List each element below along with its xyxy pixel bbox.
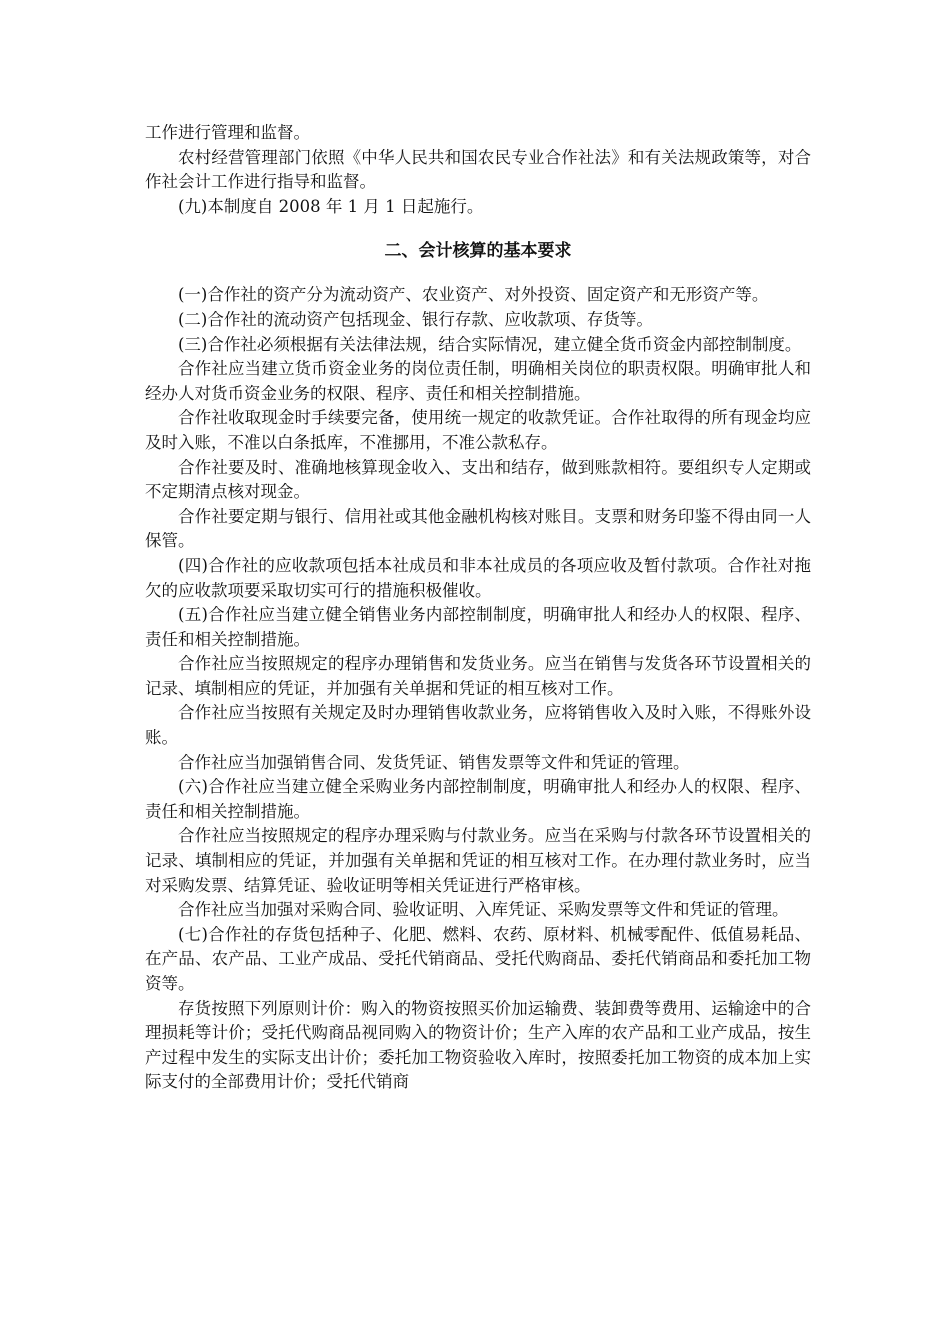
- paragraph: 合作社要及时、准确地核算现金收入、支出和结存，做到账款相符。要组织专人定期或不定期清点核对现金。: [145, 457, 811, 502]
- paragraph: (二)合作社的流动资产包括现金、银行存款、应收款项、存货等。: [178, 309, 653, 329]
- paragraph: 合作社应当加强销售合同、发货凭证、销售发票等文件和凭证的管理。: [178, 752, 690, 772]
- paragraph: (九)本制度自 2008 年 1 月 1 日起施行。: [178, 196, 484, 216]
- paragraph: (七)合作社的存货包括种子、化肥、燃料、农药、原材料、机械零配件、低值易耗品、在产品、农产品、工业产成品、受托代销商品、受托代购商品、委托代销商品和委托加工物资等。: [145, 924, 811, 993]
- paragraph: 合作社应当按照规定的程序办理采购与付款业务。应当在采购与付款各环节设置相关的记录、填制相应的凭证，并加强有关单据和凭证的相互核对工作。在办理付款业务时，应当对采购发票、结算凭证、验收证明等相关凭证进行严格审核。: [145, 826, 811, 895]
- document-page: [145, 121, 811, 1095]
- paragraph: 合作社应当建立货币资金业务的岗位责任制，明确相关岗位的职责权限。明确审批人和经办人对货币资金业务的权限、程序、责任和相关控制措施。: [145, 359, 811, 403]
- paragraph: (三)合作社必须根据有关法律法规，结合实际情况，建立健全货币资金内部控制制度。: [178, 334, 802, 354]
- paragraph: (一)合作社的资产分为流动资产、农业资产、对外投资、固定资产和无形资产等。: [178, 285, 769, 305]
- paragraph: 存货按照下列原则计价：购入的物资按照买价加运输费、装卸费等费用、运输途中的合理损耗等计价；受托代购商品视同购入的物资计价；生产入库的农产品和工业产成品，按生产过程中发生的实际支出计价；委托加工物资验收入库时，按照委托加工物资的成本加上实际支付的全部费用计价；受托代销商: [145, 998, 811, 1092]
- paragraph: 合作社应当按照有关规定及时办理销售收款业务，应将销售收入及时入账，不得账外设账。: [145, 703, 811, 748]
- paragraph: 合作社收取现金时手续要完备，使用统一规定的收款凭证。合作社取得的所有现金均应及时入账，不准以白条抵库，不准挪用，不准公款私存。: [145, 408, 811, 452]
- paragraph: 农村经营管理部门依照《中华人民共和国农民专业合作社法》和有关法规政策等，对合作社会计工作进行指导和监督。: [145, 147, 811, 192]
- paragraph: 工作进行管理和监督。: [145, 123, 310, 142]
- paragraph: 合作社要定期与银行、信用社或其他金融机构核对账目。支票和财务印鉴不得由同一人保管。: [145, 506, 811, 551]
- paragraph: (四)合作社的应收款项包括本社成员和非本社成员的各项应收及暂付款项。合作社对拖欠的应收款项要采取切实可行的措施积极催收。: [145, 555, 811, 600]
- paragraph: 合作社应当按照规定的程序办理销售和发货业务。应当在销售与发货各环节设置相关的记录、填制相应的凭证，并加强有关单据和凭证的相互核对工作。: [145, 654, 811, 698]
- paragraph: (五)合作社应当建立健全销售业务内部控制制度，明确审批人和经办人的权限、程序、责任和相关控制措施。: [145, 605, 811, 649]
- paragraph: 合作社应当加强对采购合同、验收证明、入库凭证、采购发票等文件和凭证的管理。: [178, 900, 789, 920]
- paragraph: (六)合作社应当建立健全采购业务内部控制制度，明确审批人和经办人的权限、程序、责任和相关控制措施。: [145, 777, 811, 821]
- section-heading: 二、会计核算的基本要求: [384, 241, 572, 262]
